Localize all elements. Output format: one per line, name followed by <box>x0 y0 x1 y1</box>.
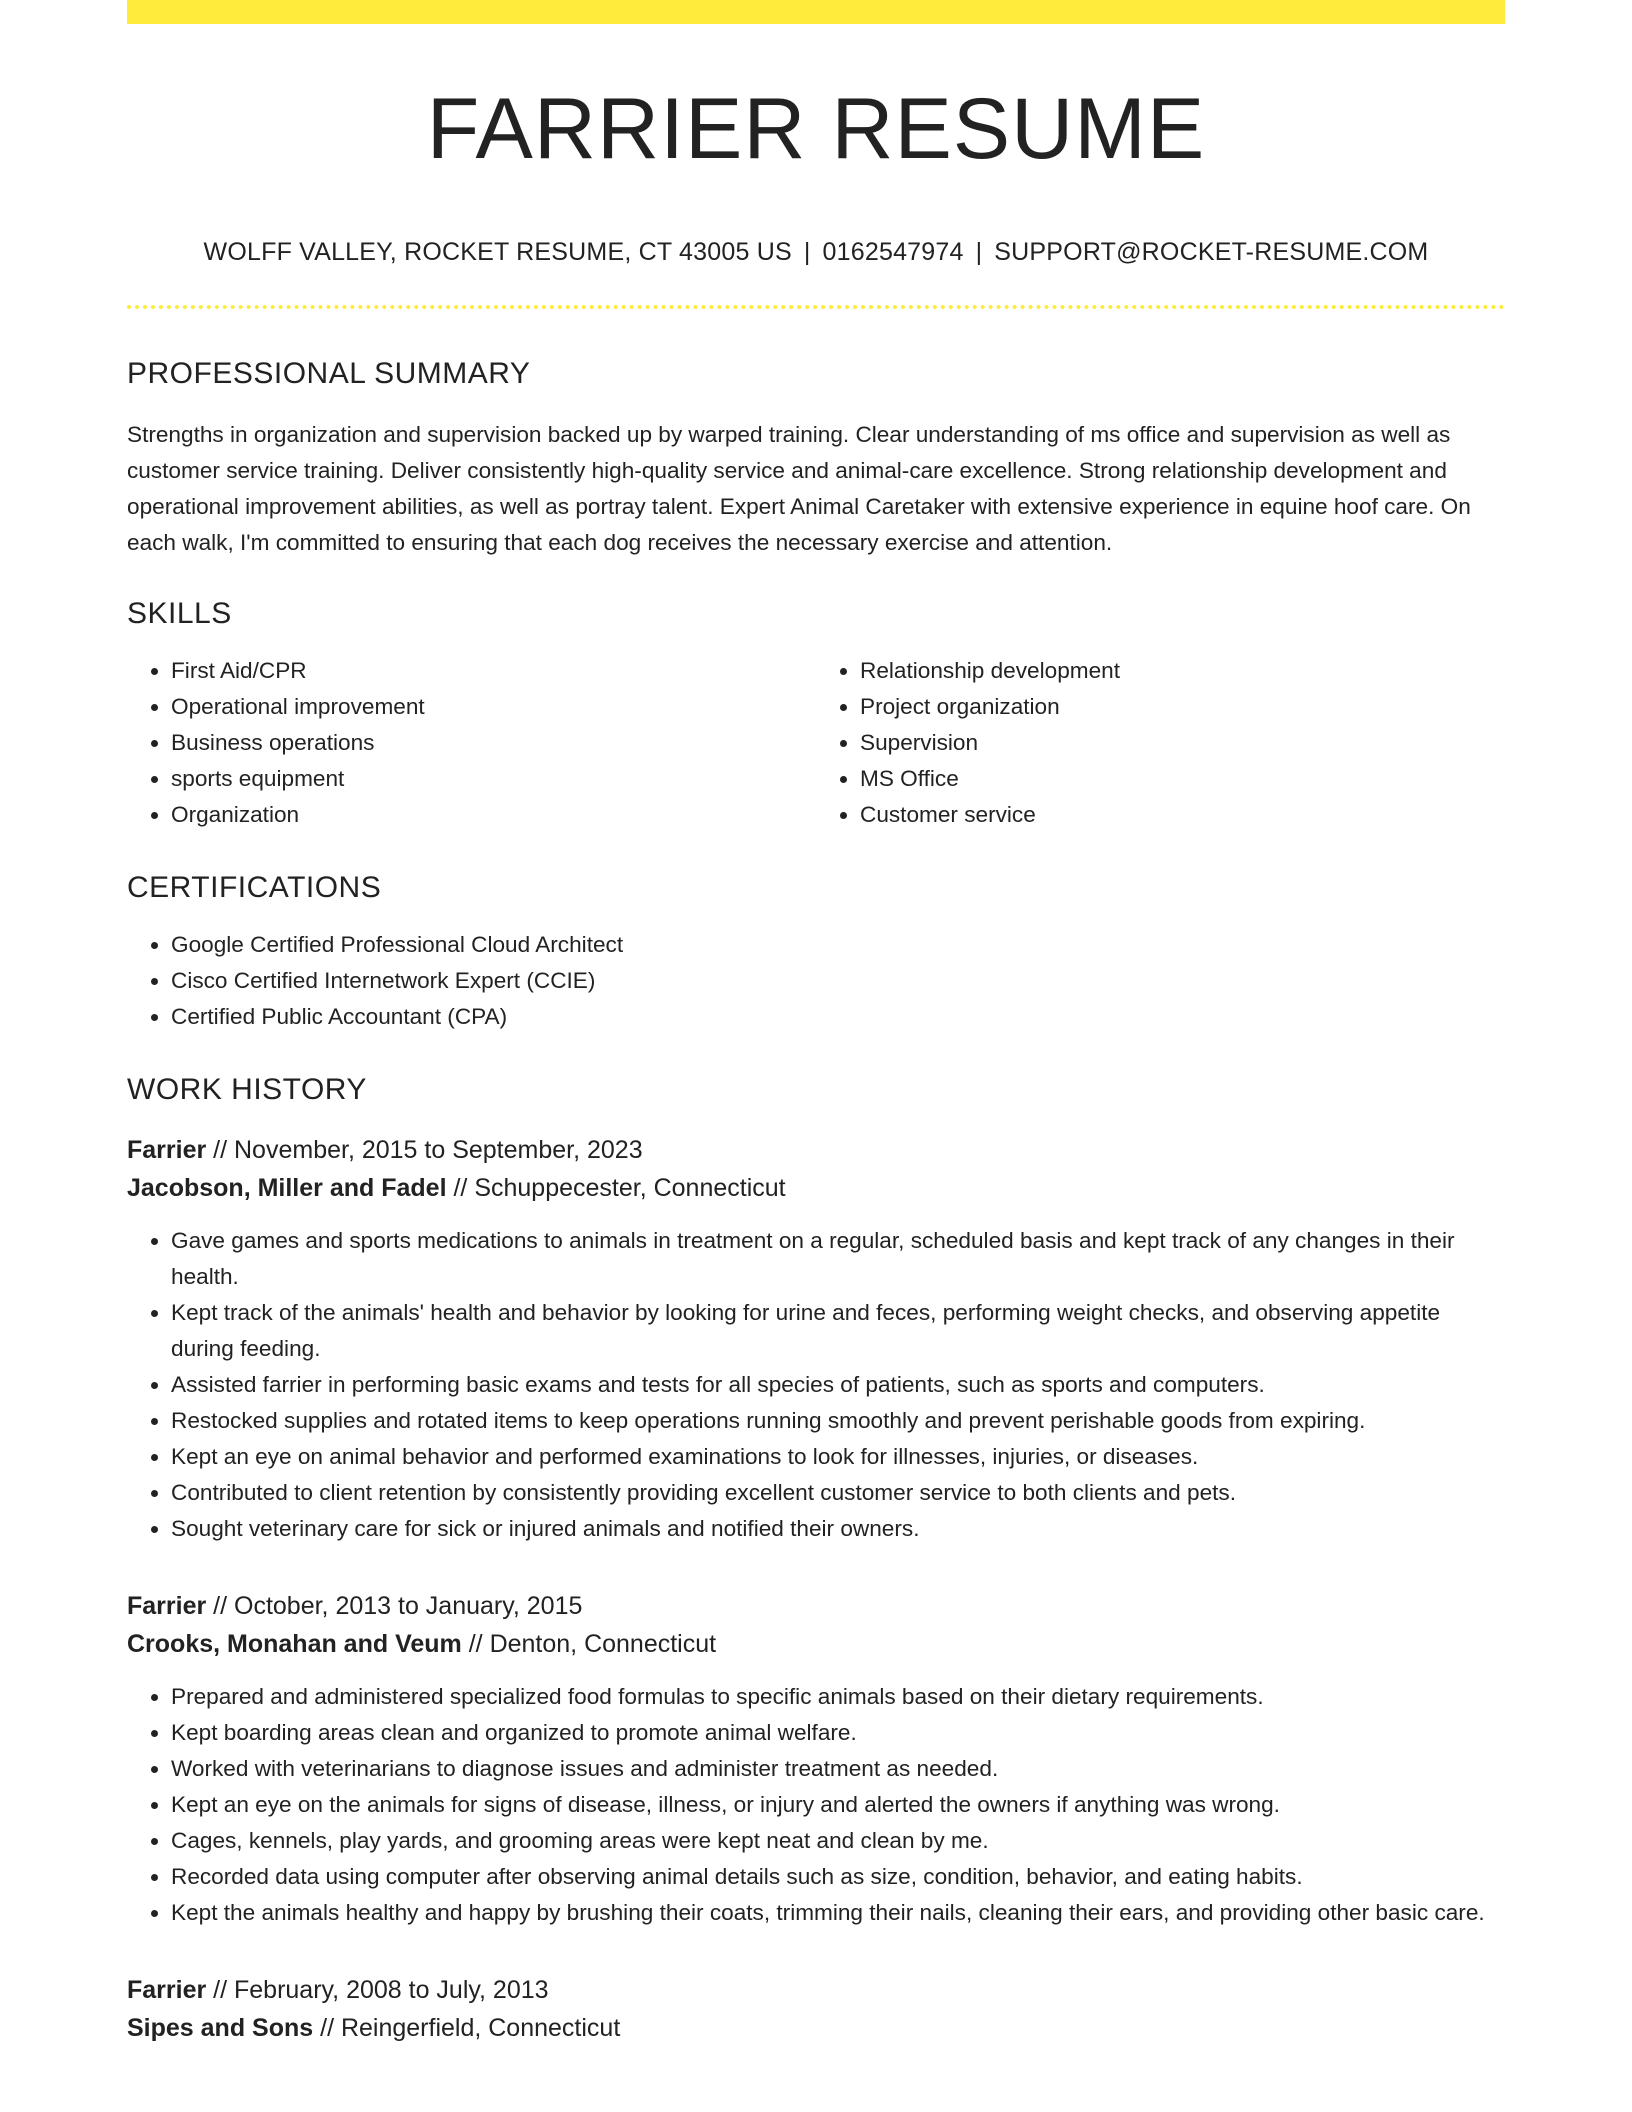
skill-item: • Project organization <box>860 689 1505 725</box>
job-role-line <box>127 1131 1505 1169</box>
job-duty: • Sought veterinary care for sick or injured animals and notified their owners. <box>171 1511 1505 1547</box>
job-duties-list <box>127 1223 1505 1547</box>
certifications-list <box>127 927 1505 1035</box>
job-company: Sipes and Sons <box>127 2014 314 2042</box>
job-location: // Denton, Connecticut <box>461 1630 717 1658</box>
certification-item: • Google Certified Professional Cloud Architect <box>171 927 1505 963</box>
job-role: Farrier <box>127 1592 207 1620</box>
skill-item: • Customer service <box>860 797 1505 833</box>
skill-item: • sports equipment <box>171 761 816 797</box>
job-dates: // February, 2008 to July, 2013 <box>206 1976 549 2004</box>
job-company: Jacobson, Miller and Fadel <box>127 1174 447 1202</box>
job-role-line <box>127 1971 1505 2009</box>
job-location: // Schuppecester, Connecticut <box>446 1174 786 1202</box>
skills-list-left <box>127 653 816 833</box>
skills-columns <box>127 653 1505 833</box>
job-duties-list <box>127 1679 1505 1931</box>
skill-item: • MS Office <box>860 761 1505 797</box>
job-duty: • Kept an eye on animal behavior and performed examinations to look for illnesses, injuries, or diseases. <box>171 1439 1505 1475</box>
certification-item: • Certified Public Accountant (CPA) <box>171 999 1505 1035</box>
job-company: Crooks, Monahan and Veum <box>127 1630 462 1658</box>
job-duty: • Kept track of the animals' health and behavior by looking for urine and feces, performing weight checks, and observing appetite during feeding. <box>171 1295 1505 1367</box>
job-location: // Reingerfield, Connecticut <box>313 2014 621 2042</box>
contact-address: WOLFF VALLEY, ROCKET RESUME, CT 43005 US <box>203 238 792 266</box>
job-company-line <box>127 1169 1505 1207</box>
job-duty: • Prepared and administered specialized food formulas to specific animals based on their dietary requirements. <box>171 1679 1505 1715</box>
summary-heading: PROFESSIONAL SUMMARY <box>127 357 531 390</box>
job-duty: • Restocked supplies and rotated items to keep operations running smoothly and prevent perishable goods from expiring. <box>171 1403 1505 1439</box>
job-duty: • Recorded data using computer after observing animal details such as size, condition, behavior, and eating habits. <box>171 1859 1505 1895</box>
contact-line <box>127 240 1505 265</box>
resume-title: FARRIER RESUME <box>426 81 1206 177</box>
contact-email: SUPPORT@ROCKET-RESUME.COM <box>994 238 1429 266</box>
contact-phone: 0162547974 <box>822 238 964 266</box>
job-role-line <box>127 1587 1505 1625</box>
job-duty: • Kept an eye on the animals for signs of disease, illness, or injury and alerted the owners if anything was wrong. <box>171 1787 1505 1823</box>
job-role: Farrier <box>127 1136 207 1164</box>
job-duty: • Worked with veterinarians to diagnose issues and administer treatment as needed. <box>171 1751 1505 1787</box>
job-company-line <box>127 2009 1505 2047</box>
certification-item: • Cisco Certified Internetwork Expert (CCIE) <box>171 963 1505 999</box>
job-dates: // October, 2013 to January, 2015 <box>206 1592 583 1620</box>
top-accent-bar <box>127 0 1505 24</box>
job-duty: • Cages, kennels, play yards, and grooming areas were kept neat and clean by me. <box>171 1823 1505 1859</box>
contact-separator: | <box>803 238 811 266</box>
summary-text: Strengths in organization and supervision backed up by warped training. Clear understanding of ms office and supervision as well as customer service training. Deliver consistently high-quality service and animal-care excellence. Strong relationship development and operational improvement abilities, as well as portray talent. Expert Animal Caretaker with extensive experience in equine hoof care. On each walk, I'm committed to ensuring that each dog receives the necessary exercise and attention. <box>127 422 1471 555</box>
job-duty: • Kept boarding areas clean and organized to promote animal welfare. <box>171 1715 1505 1751</box>
header-divider <box>127 305 1505 309</box>
resume-page <box>127 0 1505 2047</box>
job-duty: • Kept the animals healthy and happy by brushing their coats, trimming their nails, cleaning their ears, and providing other basic care. <box>171 1895 1505 1931</box>
work-history-heading: WORK HISTORY <box>127 1073 367 1106</box>
job-role: Farrier <box>127 1976 207 2004</box>
skill-item: • Organization <box>171 797 816 833</box>
certifications-heading: CERTIFICATIONS <box>127 871 382 904</box>
job-dates: // November, 2015 to September, 2023 <box>206 1136 643 1164</box>
skill-item: • Supervision <box>860 725 1505 761</box>
job-duty: • Assisted farrier in performing basic exams and tests for all species of patients, such as sports and computers. <box>171 1367 1505 1403</box>
job-company-line <box>127 1625 1505 1663</box>
skills-heading: SKILLS <box>127 597 232 630</box>
skill-item: • Relationship development <box>860 653 1505 689</box>
skill-item: • First Aid/CPR <box>171 653 816 689</box>
job-duty: • Gave games and sports medications to animals in treatment on a regular, scheduled basis and kept track of any changes in their health. <box>171 1223 1505 1295</box>
skill-item: • Business operations <box>171 725 816 761</box>
skills-list-right <box>816 653 1505 833</box>
contact-separator: | <box>975 238 983 266</box>
skill-item: • Operational improvement <box>171 689 816 725</box>
job-duty: • Contributed to client retention by consistently providing excellent customer service to both clients and pets. <box>171 1475 1505 1511</box>
